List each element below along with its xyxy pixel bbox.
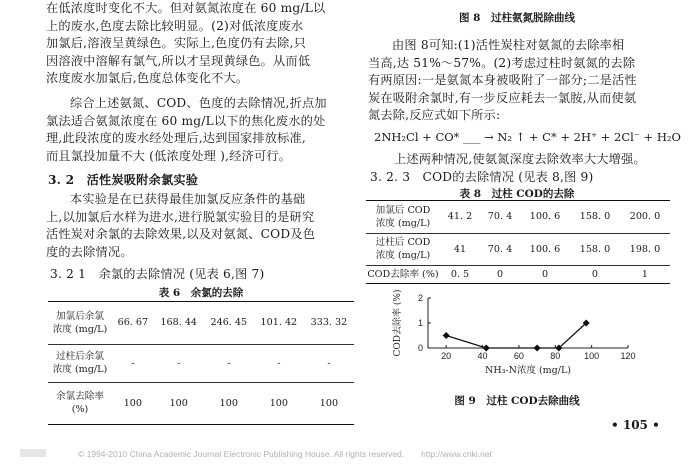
row-label-unit: 浓度 (mg/L) <box>375 250 431 261</box>
table-cell: - <box>177 357 181 369</box>
paragraph-line: 当高,达 51%～57%。(2)考虑过柱时氨氮的去除 <box>368 55 636 70</box>
table-cell: 246. 45 <box>210 317 248 329</box>
footer <box>0 444 700 464</box>
row-label: 过柱后 COD <box>375 237 431 248</box>
table-cell: 100 <box>319 397 339 409</box>
table-cell: 100 <box>219 397 238 409</box>
row-label: 加氯后余氯 <box>56 310 104 322</box>
table-row <box>366 265 670 283</box>
publisher-logo <box>20 449 46 457</box>
table-cell: 66. 67 <box>117 317 149 329</box>
table-cell: 100 <box>169 397 188 409</box>
table-cell: 158. 0 <box>579 211 611 223</box>
paragraph-line: 而且氯投加量不大 (低浓度处理 ),经济可行。 <box>46 148 292 163</box>
x-tick-label: 20 <box>441 351 452 361</box>
paragraph-line: 有两原因:一是氨氮本身被吸附了一部分;二是活性 <box>368 73 637 88</box>
x-tick-label: 120 <box>620 351 636 361</box>
table-cell: 101. 42 <box>260 317 298 329</box>
table-cell: - <box>131 357 135 369</box>
x-tick-label: 40 <box>477 351 488 361</box>
table-cell: 168. 44 <box>160 317 198 329</box>
y-tick-label: 2 <box>417 293 423 303</box>
paragraph-line: 炭在吸附余氯时,有一步反应耗去一氯胺,从而使氨 <box>368 90 637 105</box>
paragraph-line: 氯法适合氨氮浓度在 60 mg/L以下的焦化废水的处 <box>46 113 326 128</box>
paragraph-line: 氮去除,反应式如下所示: <box>368 108 501 123</box>
series-line <box>446 323 586 348</box>
table-cell: 70. 4 <box>487 211 513 223</box>
paragraph-line: 上述两种情况,使氨氮深度去除效率大大增强。 <box>394 152 646 166</box>
row-label: 加氯后 COD <box>375 204 431 216</box>
table8 <box>366 200 670 284</box>
x-tick-label: 80 <box>550 351 561 361</box>
table-cell: 0. 5 <box>450 268 470 280</box>
table-cell: 198. 0 <box>629 243 661 255</box>
paragraph-line: 理,此段浓度的废水经处理后,达到国家排放标准, <box>46 131 306 146</box>
row-label-unit: 浓度 (mg/L) <box>52 364 108 375</box>
table-cell: 333. 32 <box>310 317 348 329</box>
paragraph-line: 上的废水,色度去除比较明显。(2)对低浓度废水 <box>46 18 304 33</box>
section-heading: 3. 2 活性炭吸附余氯实验 <box>48 173 199 187</box>
y-tick-label: 1 <box>417 318 423 328</box>
paragraph-line: 本实验是在已获得最佳加氯反应条件的基础 <box>70 192 306 206</box>
table-row <box>48 302 354 344</box>
table-cell: - <box>227 357 231 369</box>
y-axis-label: COD去除率 (%) <box>393 290 403 357</box>
paragraph-line: 上,以加氯后水样为进水,进行脱氯实验目的是研究 <box>46 209 315 224</box>
table-cell: - <box>277 357 281 369</box>
x-tick-label: 100 <box>584 351 600 361</box>
table-cell: 158. 0 <box>579 243 611 255</box>
table-row <box>366 233 670 265</box>
table-cell: - <box>327 357 331 369</box>
table-cell: 41. 2 <box>447 211 473 223</box>
table-cell: 100. 6 <box>529 211 561 223</box>
copyright-text: © 1994-2010 China Academic Journal Electronic Publishing House. All rights reserved. http://www.cnki.net <box>78 449 492 459</box>
row-label-unit: 浓度 (mg/L) <box>52 323 108 335</box>
row-label-unit: (%) <box>71 404 89 416</box>
table8-caption: 表 8 过柱 COD的去除 <box>459 188 575 200</box>
table-cell: 1 <box>641 268 649 280</box>
row-label: 余氯去除率 <box>56 391 104 403</box>
page-number: • 105 • <box>611 418 660 432</box>
reaction-formula: 2NH₂Cl + CO* ___ → N₂ ↑ + C* + 2H⁺ + 2Cl⁻ + H₂O <box>374 130 681 144</box>
paragraph-line: 活性炭对余氯的去除效果,以及对氨氮、COD及色 <box>46 227 316 242</box>
x-axis-label: NH₃-N浓度 (mg/L) <box>485 365 571 376</box>
row-label: 过柱后余氯 <box>56 351 104 362</box>
table-row <box>48 344 354 382</box>
x-tick-label: 60 <box>513 351 524 361</box>
data-point <box>443 332 450 339</box>
paragraph-line: 综合上述氨氮、COD、色度的去除情况,折点加 <box>70 96 327 110</box>
cod-removal-chart <box>358 290 676 390</box>
data-point <box>534 344 541 351</box>
row-label-unit: 浓度 (mg/L) <box>375 217 431 229</box>
table-cell: 0 <box>496 268 504 280</box>
table6 <box>48 301 354 425</box>
table-cell: 100 <box>269 397 289 409</box>
table-cell: 70. 4 <box>487 243 513 255</box>
subsection-heading: 3. 2 1 余氯的去除情况 (见表 6,图 7) <box>50 267 265 281</box>
paragraph-line: 因溶液中溶解有氯气,所以才呈现黄绿色。从而低 <box>46 53 311 68</box>
table-cell: 100 <box>123 397 142 409</box>
y-tick-label: 0 <box>417 343 423 353</box>
figure8-caption: 图 8 过柱氨氮脱除曲线 <box>459 12 575 24</box>
paragraph-line: 加氯后,溶液呈黄绿色。实际上,色度仍有去除,只 <box>46 36 306 51</box>
table-cell: 0 <box>541 268 549 280</box>
table-cell: 0 <box>591 268 599 280</box>
table-row <box>48 382 354 424</box>
paragraph-line: 浓度废水加氯后,色度总体变化不大。 <box>46 71 249 86</box>
row-label: COD去除率 (%) <box>367 268 439 280</box>
table-row <box>366 201 670 233</box>
paragraph-line: 度的去除情况。 <box>46 244 133 259</box>
paragraph-line: 在低浓度时变化不大。但对氨氮浓度在 60 mg/L以 <box>46 1 326 15</box>
paragraph-line: 由图 8可知:(1)活性炭柱对氨氮的去除率相 <box>392 38 625 52</box>
table-cell: 200. 0 <box>629 211 661 223</box>
subsection-heading: 3. 2. 3 COD的去除情况 (见表 8,图 9) <box>370 170 594 184</box>
figure9-caption: 图 9 过柱 COD去除曲线 <box>454 395 580 407</box>
table-cell: 100. 6 <box>529 243 561 255</box>
table-cell: 41 <box>453 243 467 255</box>
table6-caption: 表 6 余氯的去除 <box>158 287 244 299</box>
